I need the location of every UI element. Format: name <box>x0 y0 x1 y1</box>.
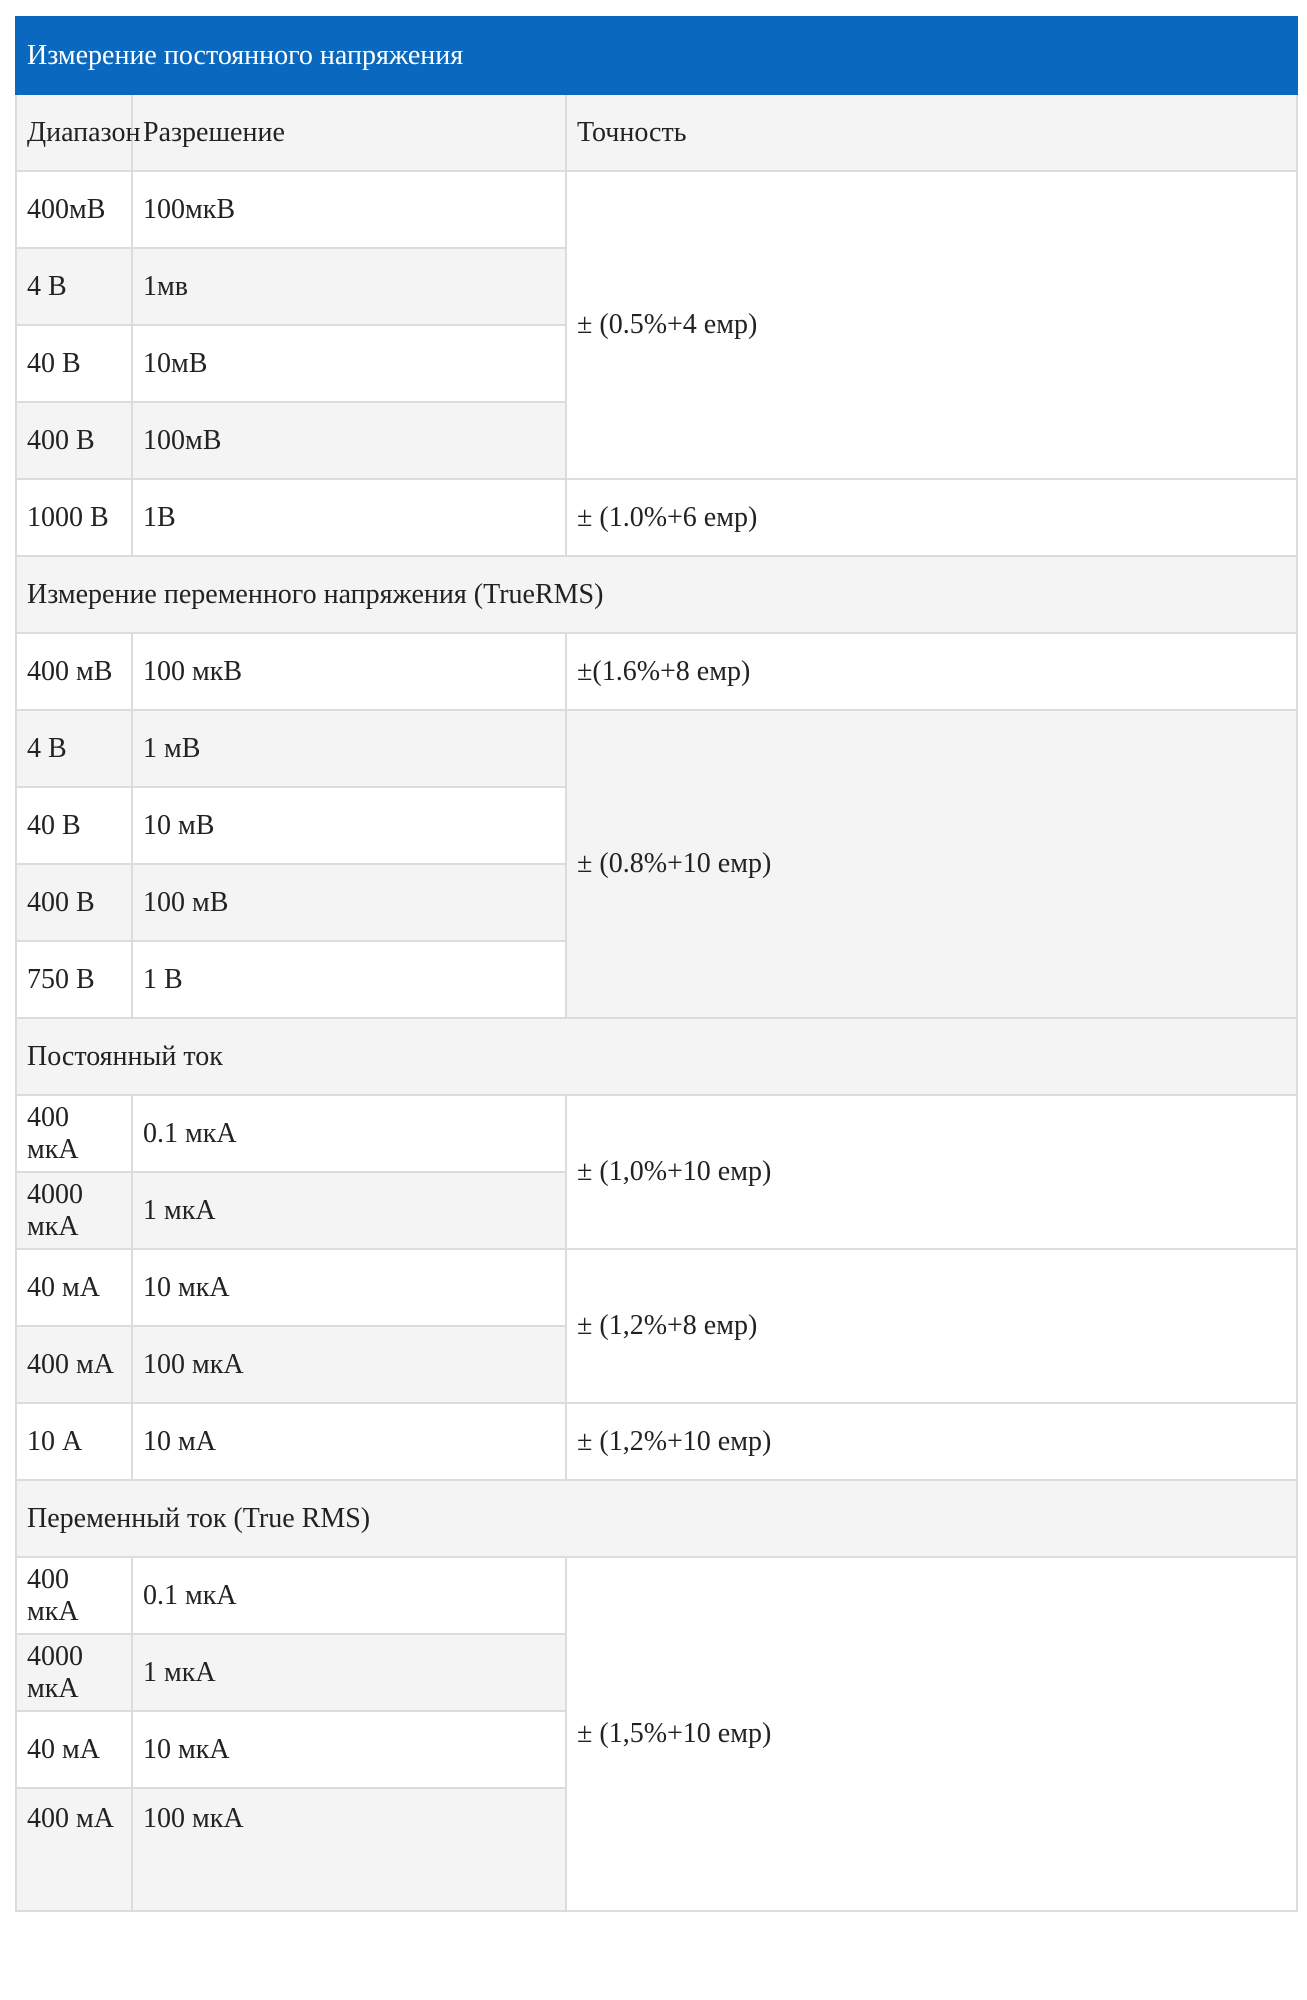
accuracy-cell: ± (1.0%+6 емр) <box>566 479 1297 556</box>
resolution-cell: 100 мВ <box>132 864 566 941</box>
section-row <box>16 556 1297 633</box>
range-cell: 400 мкА <box>16 1095 132 1172</box>
header-resolution: Разрешение <box>132 94 566 171</box>
resolution-cell: 10 мА <box>132 1403 566 1480</box>
table-row <box>16 710 1297 787</box>
resolution-cell: 1 В <box>132 941 566 1018</box>
accuracy-cell: ± (0.8%+10 емр) <box>566 710 1297 1018</box>
resolution-cell: 10 мВ <box>132 787 566 864</box>
header-range: Диапазон <box>16 94 132 171</box>
range-cell: 40 В <box>16 787 132 864</box>
section-heading: Измерение переменного напряжения (TrueRMS) <box>16 556 1297 633</box>
resolution-cell: 100 мкА <box>132 1326 566 1403</box>
resolution-cell: 10мВ <box>132 325 566 402</box>
range-cell: 750 В <box>16 941 132 1018</box>
spec-table-container <box>15 16 1298 1912</box>
table-title-row <box>16 17 1297 94</box>
section-heading: Постоянный ток <box>16 1018 1297 1095</box>
spec-table <box>15 16 1298 1912</box>
section-heading: Переменный ток (True RMS) <box>16 1480 1297 1557</box>
table-row <box>16 633 1297 710</box>
resolution-cell: 10 мкА <box>132 1249 566 1326</box>
range-cell: 4000 мкА <box>16 1634 132 1711</box>
resolution-cell: 100мВ <box>132 402 566 479</box>
accuracy-cell: ± (1,2%+10 емр) <box>566 1403 1297 1480</box>
range-cell: 1000 В <box>16 479 132 556</box>
range-cell: 400 мкА <box>16 1557 132 1634</box>
range-cell: 40 мА <box>16 1711 132 1788</box>
range-cell: 40 В <box>16 325 132 402</box>
table-row <box>16 1095 1297 1172</box>
section-row <box>16 1018 1297 1095</box>
range-cell: 400 В <box>16 402 132 479</box>
resolution-cell: 0.1 мкА <box>132 1557 566 1634</box>
resolution-cell: 1 мкА <box>132 1634 566 1711</box>
table-row <box>16 1249 1297 1326</box>
resolution-cell: 100 мкА <box>132 1788 566 1911</box>
accuracy-cell: ± (1,5%+10 емр) <box>566 1557 1297 1911</box>
range-cell: 400 мА <box>16 1788 132 1911</box>
header-accuracy: Точность <box>566 94 1297 171</box>
section-row <box>16 1480 1297 1557</box>
range-cell: 40 мА <box>16 1249 132 1326</box>
range-cell: 400 мА <box>16 1326 132 1403</box>
accuracy-cell: ±(1.6%+8 емр) <box>566 633 1297 710</box>
resolution-cell: 1 мВ <box>132 710 566 787</box>
accuracy-cell: ± (1,2%+8 емр) <box>566 1249 1297 1403</box>
range-cell: 400мВ <box>16 171 132 248</box>
resolution-cell: 1мв <box>132 248 566 325</box>
accuracy-cell: ± (1,0%+10 емр) <box>566 1095 1297 1249</box>
table-title: Измерение постоянного напряжения <box>16 17 1297 94</box>
table-row <box>16 1557 1297 1634</box>
table-row <box>16 171 1297 248</box>
resolution-cell: 1В <box>132 479 566 556</box>
resolution-cell: 10 мкА <box>132 1711 566 1788</box>
range-cell: 400 В <box>16 864 132 941</box>
resolution-cell: 100мкВ <box>132 171 566 248</box>
range-cell: 400 мВ <box>16 633 132 710</box>
header-row <box>16 94 1297 171</box>
range-cell: 4 В <box>16 710 132 787</box>
table-row <box>16 479 1297 556</box>
range-cell: 4000 мкА <box>16 1172 132 1249</box>
resolution-cell: 1 мкА <box>132 1172 566 1249</box>
resolution-cell: 100 мкВ <box>132 633 566 710</box>
range-cell: 4 В <box>16 248 132 325</box>
resolution-cell: 0.1 мкА <box>132 1095 566 1172</box>
table-row <box>16 1403 1297 1480</box>
range-cell: 10 А <box>16 1403 132 1480</box>
accuracy-cell: ± (0.5%+4 емр) <box>566 171 1297 479</box>
